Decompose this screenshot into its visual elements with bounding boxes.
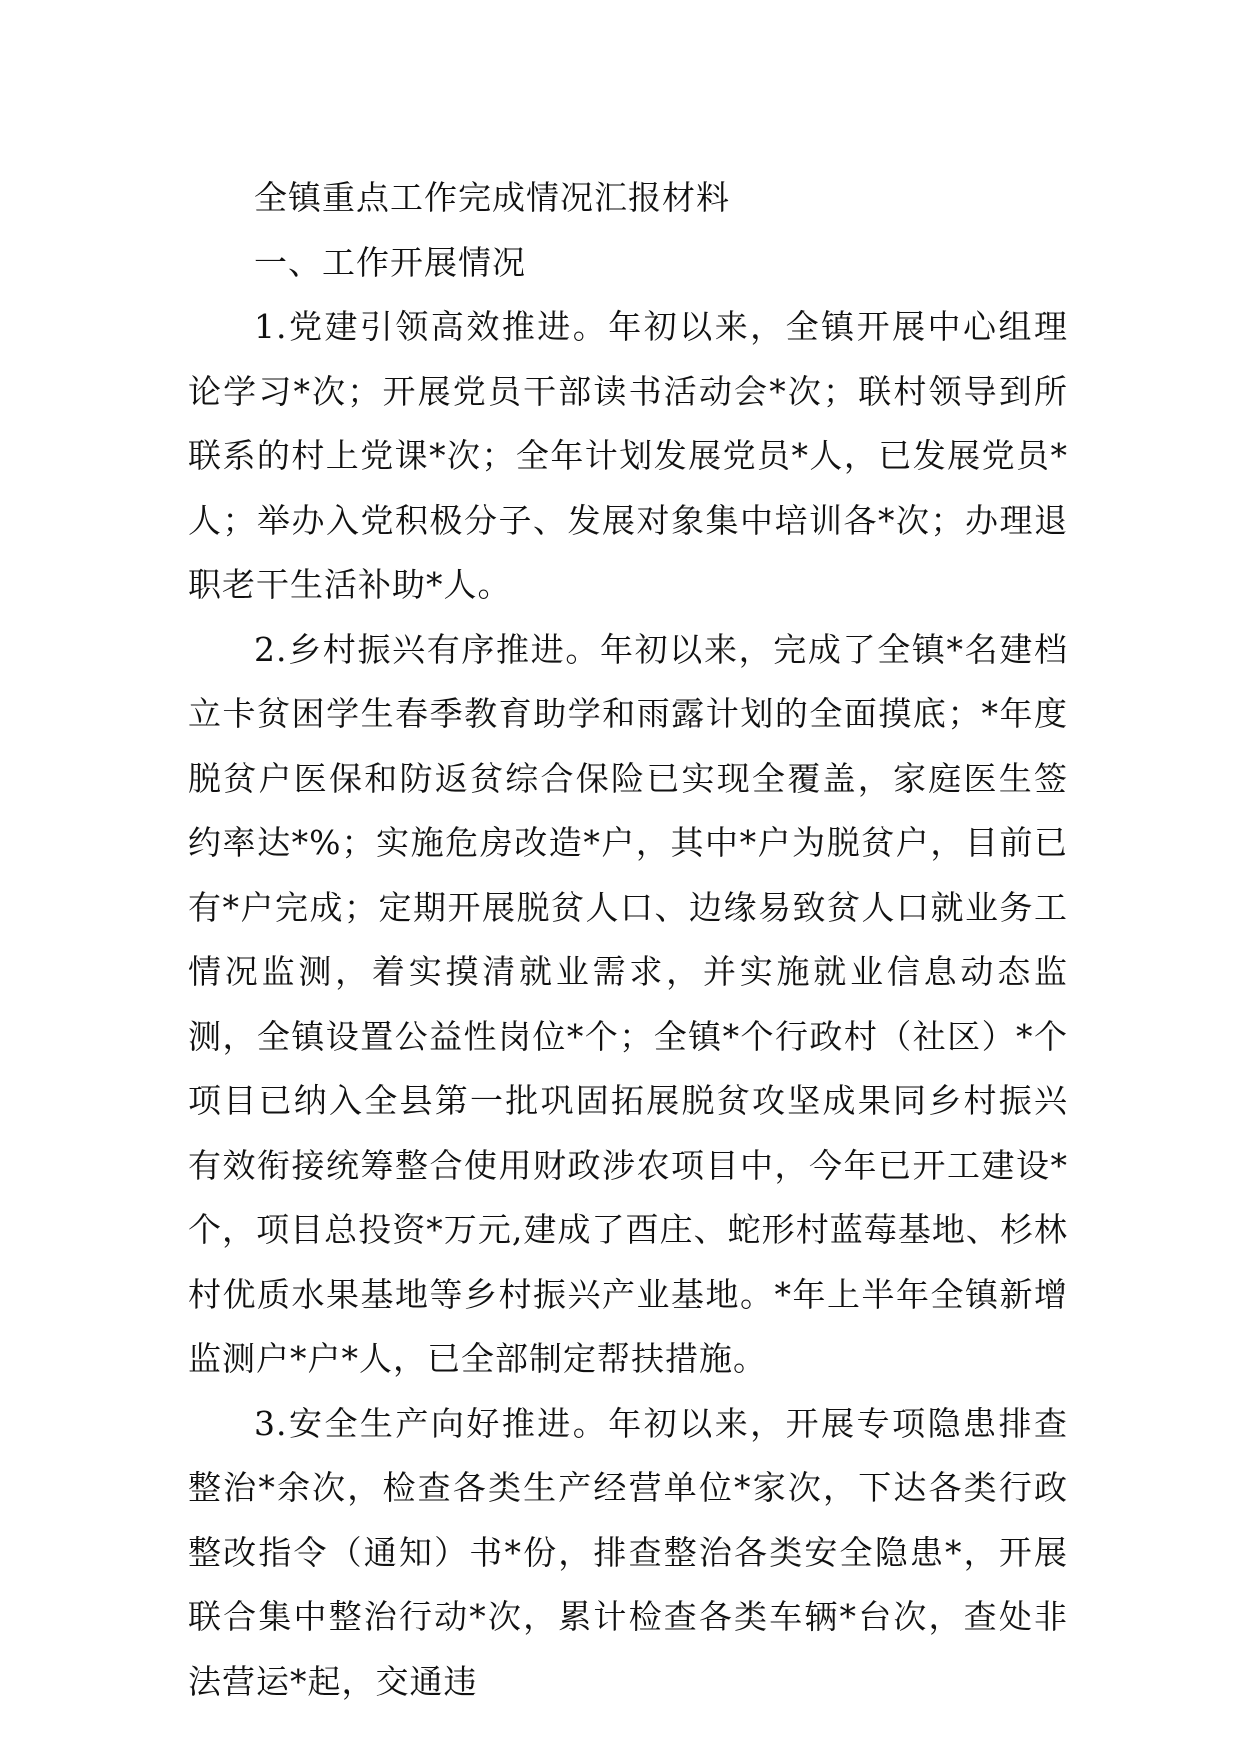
section-heading: 一、工作开展情况	[254, 242, 526, 282]
document-title: 全镇重点工作完成情况汇报材料	[254, 178, 730, 217]
paragraph-safety-production: 3.安全生产向好推进。年初以来，开展专项隐患排查整治*余次，检查各类生产经营单位*家次，下达各类行政整改指令（通知）书*份，排查整治各类安全隐患*，开展联合集中整治行动*次，累计检查各类车辆*台次，查处非法营运*起，交通违	[188, 1403, 1068, 1701]
document-body	[188, 166, 1068, 1714]
paragraph-rural-revitalization: 2.乡村振兴有序推进。年初以来，完成了全镇*名建档立卡贫困学生春季教育助学和雨露计划的全面摸底；*年度脱贫户医保和防返贫综合保险已实现全覆盖，家庭医生签约率达*%；实施危房改造*户，其中*户为脱贫户，目前已有*户完成；定期开展脱贫人口、边缘易致贫人口就业务工情况监测，着实摸清就业需求，并实施就业信息动态监测，全镇设置公益性岗位*个；全镇*个行政村（社区）*个项目已纳入全县第一批巩固拓展脱贫攻坚成果同乡村振兴有效衔接统筹整合使用财政涉农项目中，今年已开工建设*个，项目总投资*万元,建成了酉庄、蛇形村蓝莓基地、杉林村优质水果基地等乡村振兴产业基地。*年上半年全镇新增监测户*户*人，已全部制定帮扶措施。	[188, 629, 1068, 1378]
paragraph-party-building: 1.党建引领高效推进。年初以来，全镇开展中心组理论学习*次；开展党员干部读书活动会*次；联村领导到所联系的村上党课*次；全年计划发展党员*人，已发展党员*人；举办入党积极分子、发展对象集中培训各*次；办理退职老干生活补助*人。	[188, 307, 1068, 604]
